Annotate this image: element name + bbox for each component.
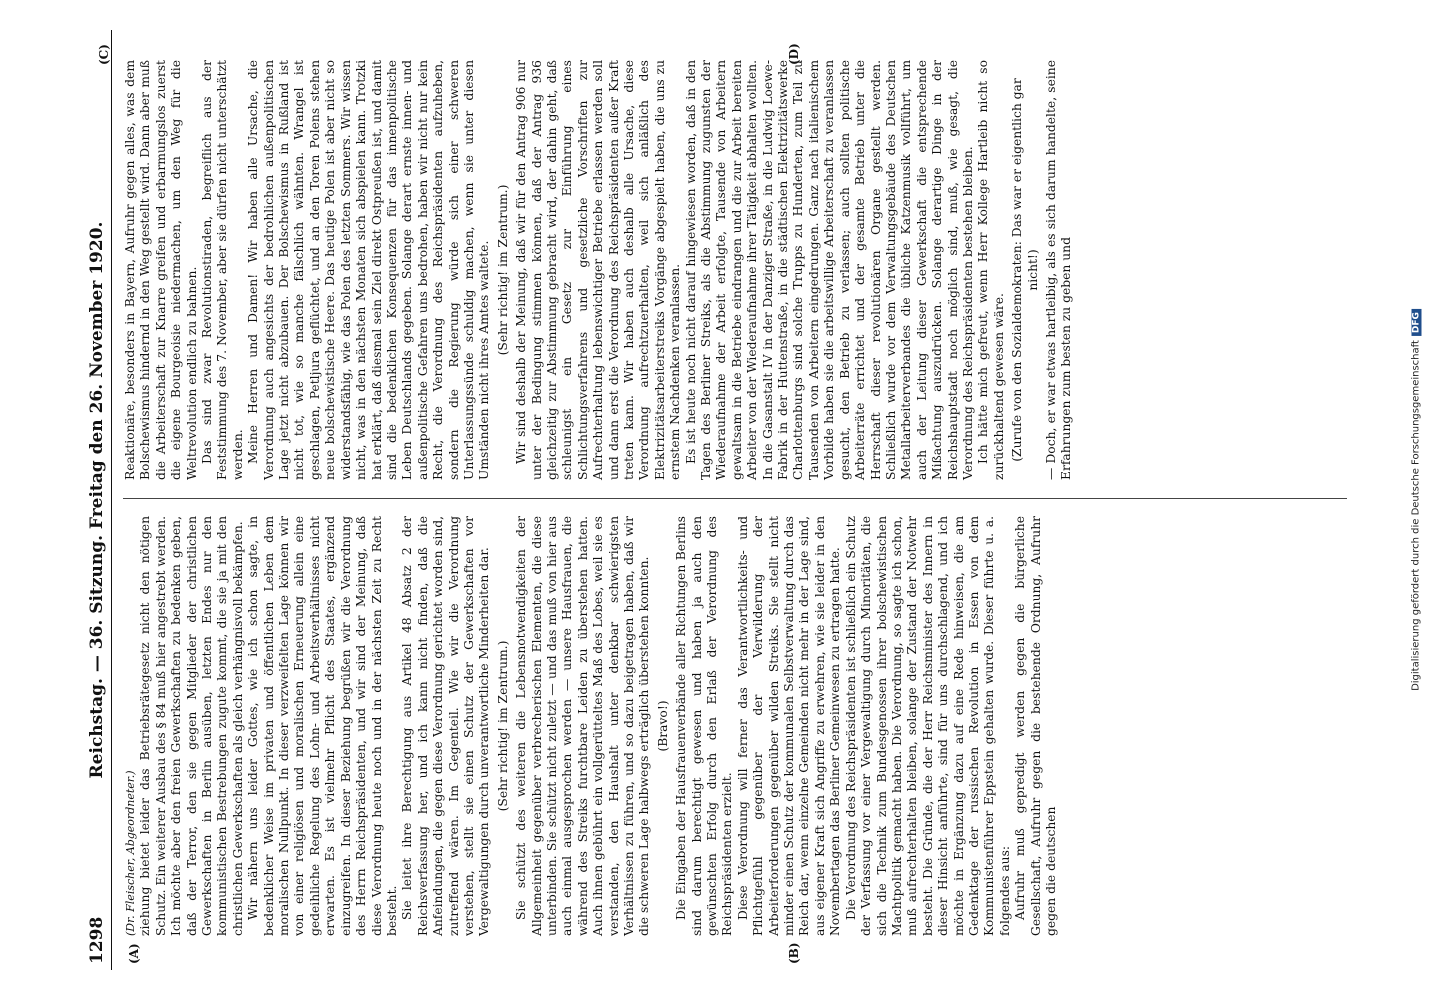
paragraph: Es ist heute noch nicht darauf hingewiesen worden, daß in den Tagen des Berliner Streiks, als die Abstimmung zugunsten der Wiederaufnahme der Arbeit erfolgte, Tausende von Arbeitern gewaltsam in die Betriebe eindrangen und die zur Arbeit bereiten Arbeiter von der Wiederaufnahme ihrer Tätigkeit abhalten wollten. In die Gasanstalt IV in der Danziger Straße, in die Ludwig Loewe-Fabrik in der Huttenstraße, in die städtischen Elektrizitätswerke Charlottenburgs sind solche Trupps zu Hunderten, zum Teil zu Tausenden von Arbeitern eingedrungen. Ganz nach italienischem Vorbilde haben sie die arbeitswillige Arbeiterschaft zu veranlassen gesucht, den Betrieb zu verlassen; auch sollten politische Arbeiterräte errichtet und der gesamte Betrieb unter die Herrschaft dieser revolutionären Organe gestellt werden. Schließlich wurde vor dem Verwaltungsgebäude des Deutschen Metallarbeiterverbandes die übliche Katzenmusik vollführt, um auch der Leitung dieser Gewerkschaft die entsprechende Mißachtung auszudrücken. Solange derartige Dinge in der Reichshauptstadt noch möglich sind, muß, wie gesagt, die Verordnung des Reichspräsidenten bestehen bleiben. [683, 60, 975, 480]
credit-text: Digitalisierung gefördert durch die Deutsche Forschungsgemeinschaft [1410, 340, 1422, 691]
margin-mark-c: (C) [97, 44, 111, 65]
paragraph: — Doch, er war etwas hartleibig, als es sich darum handelte, seine Erfahrungen zum besten zu geben und [1043, 60, 1074, 480]
paragraph: Wir nähern uns leider Gottes, wie ich schon sagte, in bedenklicher Weise im privaten und öffentlichen Leben dem moralischen Nullpunkt. In dieser verzweifelten Lage können wir von einer religiösen und moralischen Erneuerung allein eine gedeihliche Regelung des Lohn- und Arbeitsverhältnisses nicht erwarten. Es ist vielmehr Pflicht des Staates, ergänzend einzugreifen. In dieser Beziehung begrüßen wir die Verordnung des Herrn Reichspräsidenten, und wir sind der Meinung, daß diese Verordnung heute noch und in der nächsten Zeit zu Recht besteht. [246, 516, 399, 936]
interjection: (Sehr richtig! im Zentrum.) [495, 640, 510, 812]
paragraph: Aufruhr muß gepredigt werden gegen die bürgerliche Gesellschaft, Aufruhr gegen die bestehende Ordnung, Aufruhr gegen die deutschen [1013, 516, 1058, 936]
left-column [123, 516, 1347, 936]
margin-mark-d: (D) [787, 43, 801, 65]
speaker-label: (Dr. Fleischer, Abgeordneter.) [124, 770, 137, 936]
margin-mark-a: (A) [127, 943, 141, 964]
paragraph: Die Verordnung des Reichspräsidenten ist schließlich ein Schutz der Verfassung vor einer Vergewaltigung durch Minoritäten, die sich die Technik zum Bundesgenossen ihrer bolschewistischen Machtpolitik gemacht haben. Die Verordnung, so sagte ich schon, muß aufrechterhalten bleiben, solange der Zustand der Notwehr besteht. Die Gründe, die der Herr Reichsminister des Innern in dieser Hinsicht anführte, sind für uns durchschlagend, und ich möchte in Ergänzung dazu auf eine Rede hinweisen, die am Gedenktage der russischen Revolution in Essen von dem Kommunistenführer Eppstein gehalten wurde. Dieser führte u. a. folgendes aus: [843, 516, 1012, 936]
paragraph: Meine Herren und Damen! Wir haben alle Ursache, die Verordnung auch angesichts der bedrohlichen außenpolitischen Lage jetzt nicht abzubauen. Der Bolschewismus in Rußland ist nicht tot, wie so manche fälschlich wähnten. Wrangel ist geschlagen, Petljura geflüchtet, und an den Toren Polens stehen neue bolschewistische Heere. Das heutige Polen ist aber nicht so widerstandsfähig, wie das Polen des letzten Sommers. Wir wissen nicht, was in den nächsten Monaten sich abspielen kann. Trotzki hat erklärt, daß diesmal sein Ziel direkt Ostpreußen ist, und damit sind die bedenklichen Konsequenzen für das innenpolitische Leben Deutschlands gegeben. Solange derart ernste innen- und außenpolitische Gefahren uns bedrohen, haben wir nicht nur kein Recht, die Verordnung des Reichspräsidenten aufzuheben, sondern die Regierung würde sich einer schweren Unterlassungssünde schuldig machen, wenn sie unter diesen Umständen nicht ihres Amtes waltete. [246, 60, 492, 480]
paragraph: Die Eingaben der Hausfrauenverbände aller Richtungen Berlins sind darum berechtigt gewesen und haben ja auch den gewünschten Erfolg durch den Erlaß der Verordnung des Reichspräsidenten erzielt. [674, 516, 735, 936]
paragraph: ziehung bietet leider das Betriebsrätegesetz nicht den nötigen Schutz. Ein weiterer Ausbau des § 84 muß hier angestrebt werden. Ich möchte aber den freien Gewerkschaften zu bedenken geben, daß der Terror, den sie gegen Mitglieder der christlichen Gewerkschaften in Berlin ausüben, letzten Endes nur den kommunistischen Bestrebungen zugute kommt, die sie ja mit den christlichen Gewerkschaften als gleich verhängnisvoll bekämpfen. [138, 516, 245, 936]
paragraph: Das sind zwar Revolutionstiraden, begreiflich aus der Feststimmung des 7. November, aber sie dürfen nicht unterschätzt werden. [200, 60, 245, 480]
paragraph: Reaktionäre, besonders in Bayern, Aufruhr gegen alles, was dem Bolschewismus hindernd in den Weg gestellt wird. Dann aber muß die Arbeiterschaft zur Knarre greifen und erbarmungslos zuerst die eigene Bourgeoisie niedermachen, um den Weg für die Weltrevolution endlich zu bahnen. [123, 60, 199, 480]
paragraph: Ich hätte mich gefreut, wenn Herr Kollege Hartleib nicht so zurückhaltend gewesen wäre. [976, 60, 1006, 480]
interjection: (Zurufe von den Sozialdemokraten: Das war er eigentlich gar nicht!) [1010, 78, 1040, 462]
paragraph: Wir sind deshalb der Meinung, daß wir für den Antrag 906 nur unter der Bedingung stimmen können, daß der Antrag 936 gleichzeitig zur Abstimmung gebracht wird, der dahin geht, daß schleunigst ein Gesetz zur Einführung eines Schlichtungsverfahrens und gesetzliche Vorschriften zur Aufrechterhaltung lebenswichtiger Betriebe erlassen werden soll und dann erst die Verordnung des Reichspräsidenten außer Kraft treten kann. Wir haben auch deshalb alle Ursache, diese Verordnung aufrechtzuerhalten, weil sich anläßlich des Elektrizitätsarbeiterstreiks Vorgänge abgespielt haben, die uns zu ernstem Nachdenken veranlassen. [514, 60, 683, 480]
margin-mark-b: (B) [787, 942, 801, 964]
interjection: (Bravo!) [655, 700, 670, 752]
paragraph: Sie leitet ihre Berechtigung aus Artikel 48 Absatz 2 der Reichsverfassung her, und ich kann nicht finden, daß die Anfeindungen, die gegen diese Verordnung gerichtet worden sind, zutreffend wären. Im Gegenteil. Wie wir die Verordnung verstehen, stellt sie einen Schutz der Gewerkschaften vor Vergewaltigungen durch unverantwortliche Minderheiten dar. [400, 516, 492, 936]
column-divider [123, 498, 1347, 499]
document-page [67, 30, 1367, 970]
paragraph: Sie schützt des weiteren die Lebensnotwendigkeiten der Allgemeinheit gegenüber verbrecherischen Elementen, die diese unterbinden. Sie schützt nicht zuletzt — und das muß von hier aus auch einmal ausgesprochen werden — unsere Hausfrauen, die während des Streiks furchtbare Leiden zu überstehen hatten. Auch ihnen gebührt ein vollgerütteltes Maß des Lobes, weil sie es verstanden, den Haushalt unter denkbar schwierigsten Verhältnissen zu führen, und so dazu beigetragen haben, daß wir die schweren Lage halbwegs erträglich überstehen konnten. [514, 516, 652, 936]
interjection: (Sehr richtig! im Zentrum.) [495, 184, 510, 356]
page-header [85, 30, 112, 970]
paragraph: Diese Verordnung will ferner das Verantwortlichkeits- und Pflichtgefühl gegenüber der Verwilderung der Arbeiterforderungen gegenüber wilden Streiks. Sie stellt nicht minder einen Schutz der kommunalen Selbstverwaltung durch das Reich dar, wenn einzelne Gemeinden nicht mehr in der Lage sind, aus eigener Kraft sich Angriffe zu erwehren, wie sie leider in den Novembertagen das Berliner Gemeinwesen zu ertragen hatte. [735, 516, 843, 936]
page-title: Reichstag. — 36. Sitzung. Freitag den 26. November 1920. [87, 221, 107, 779]
dfg-logo: DFG [1412, 309, 1422, 336]
digitization-credit [1411, 309, 1422, 691]
right-column [123, 60, 1347, 480]
page-number: 1298 [87, 916, 107, 964]
